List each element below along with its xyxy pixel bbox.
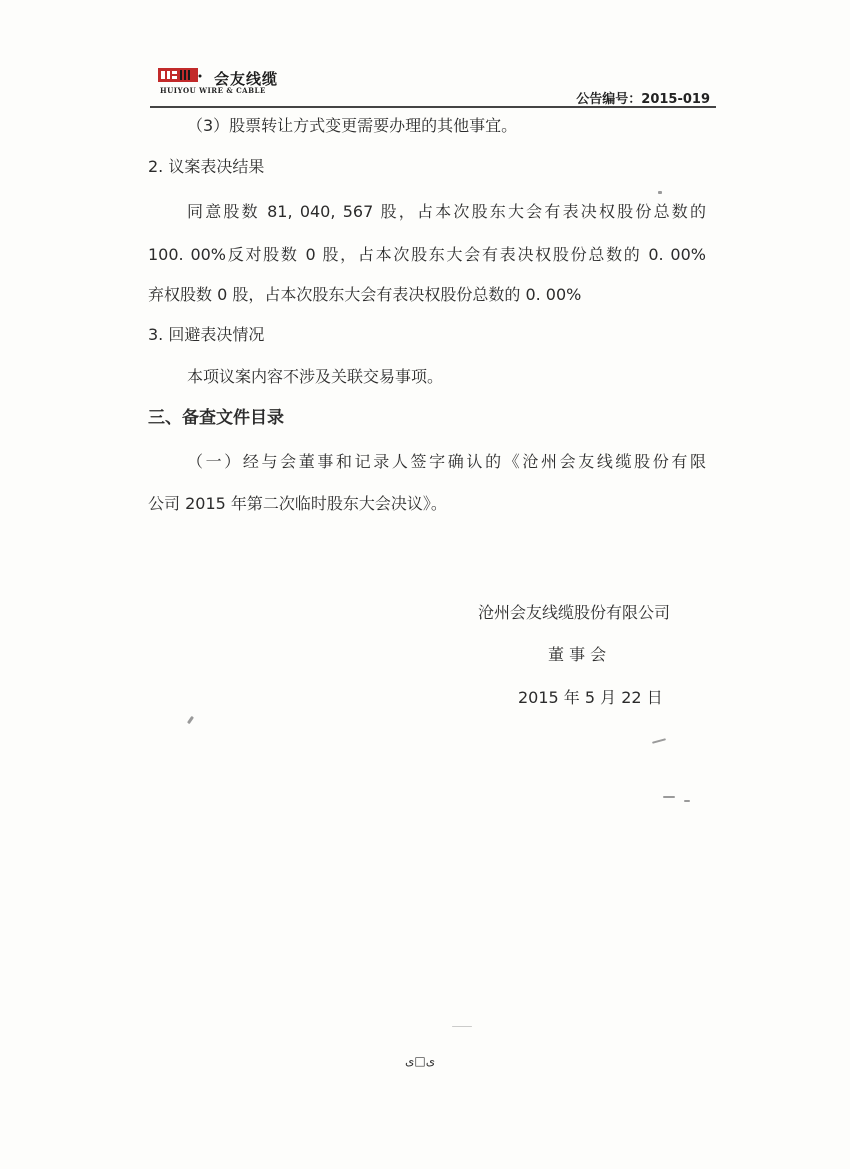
- logo-english-name: HUIYOU WIRE & CABLE: [160, 86, 266, 95]
- scan-speck: [663, 796, 675, 798]
- logo-mark-icon: [158, 66, 202, 84]
- result-line-1: 同意股数 81, 040, 567 股，占本次股东大会有表决权股份总数的: [187, 202, 706, 221]
- archive-title: 三、备查文件目录: [148, 408, 284, 428]
- page-header: [150, 64, 716, 108]
- signature-board: 董 事 会: [548, 645, 607, 664]
- avoid-text: 本项议案内容不涉及关联交易事项。: [187, 367, 444, 386]
- signature-date: 2015 年 5 月 22 日: [518, 688, 663, 707]
- page-footer-mark: ى□ی: [405, 1054, 436, 1068]
- scan-speck: [684, 800, 690, 802]
- signature-company: 沧州会友线缆股份有限公司: [478, 603, 671, 622]
- archive-line-2: 公司 2015 年第二次临时股东大会决议》。: [148, 494, 447, 513]
- notice-number: 公告编号：2015-019: [576, 92, 710, 107]
- section-2-title: 2. 议案表决结果: [148, 157, 265, 176]
- section-3-title: 3. 回避表决情况: [148, 325, 265, 344]
- scan-speck: [187, 716, 194, 724]
- result-line-2: 100. 00%反对股数 0 股，占本次股东大会有表决权股份总数的 0. 00%: [148, 245, 706, 264]
- company-logo: [158, 64, 358, 100]
- header-divider: [150, 106, 716, 108]
- scan-speck: [452, 1026, 472, 1027]
- result-line-3: 弃权股数 0 股，占本次股东大会有表决权股份总数的 0. 00%: [148, 285, 582, 304]
- scan-speck: [652, 738, 666, 744]
- logo-chinese-name: 会友线缆: [214, 70, 279, 88]
- archive-line-1: （一）经与会董事和记录人签字确认的《沧州会友线缆股份有限: [187, 452, 706, 471]
- scan-speck: [658, 191, 662, 194]
- item-3-text: （3）股票转让方式变更需要办理的其他事宜。: [187, 116, 518, 135]
